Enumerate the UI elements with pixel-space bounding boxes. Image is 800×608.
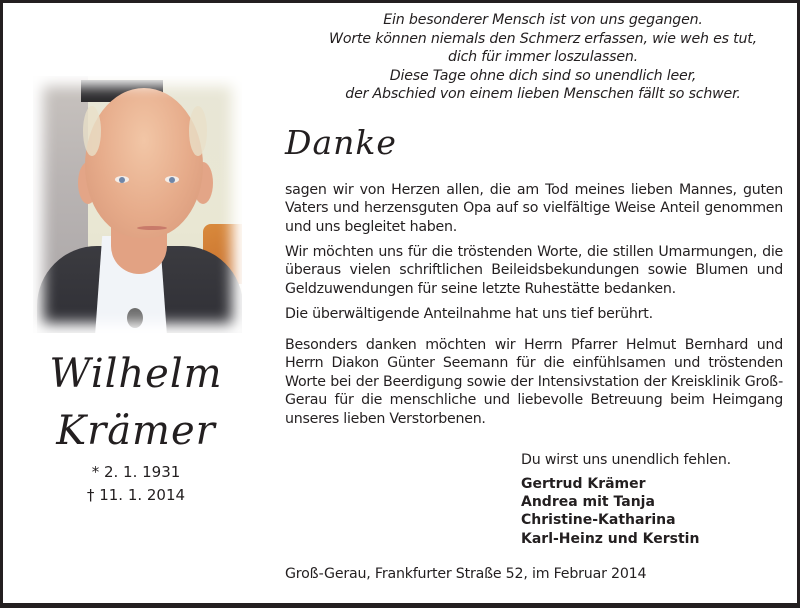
family-member: Andrea mit Tanja — [521, 494, 655, 511]
poem-line: der Abschied von einem lieben Menschen fällt so schwer. — [345, 86, 741, 103]
family-member: Christine-Katharina — [521, 512, 676, 529]
family-member: Gertrud Krämer — [521, 476, 646, 492]
obituary-card — [3, 3, 797, 603]
thanks-heading: Danke — [285, 123, 397, 162]
poem-line: dich für immer loszulassen. — [448, 49, 638, 66]
photo-vignette — [33, 76, 242, 333]
place-and-date: Groß-Gerau, Frankfurter Straße 52, im Februar 2014 — [285, 566, 647, 582]
poem-line: Worte können niemals den Schmerz erfassen, wie weh es tut, — [329, 30, 757, 47]
birth-date: * 2. 1. 1931 — [91, 463, 181, 481]
death-date: † 11. 1. 2014 — [86, 486, 186, 504]
deceased-last-name: Krämer — [56, 408, 216, 454]
family-signatures — [521, 475, 699, 548]
thanks-paragraph: Die überwältigende Anteilnahme hat uns tief berührt. — [285, 306, 653, 322]
thanks-paragraph: sagen wir von Herzen allen, die am Tod meines lieben Mannes, guten Vaters und herzensguten Opa auf so vielfältige Weise Anteil genommen und uns begleitet haben. — [285, 182, 783, 235]
thanks-paragraph: Wir möchten uns für die tröstenden Worte, die stillen Umarmungen, die überaus vielen schriftlichen Beileidsbekundungen sowie Blumen und Geldzuwendungen für seine letzte Ruhestätte bedanken. — [285, 244, 783, 297]
family-member: Karl-Heinz und Kerstin — [521, 530, 700, 547]
memorial-poem — [283, 11, 800, 104]
poem-line: Ein besonderer Mensch ist von uns gegangen. — [383, 12, 703, 28]
poem-line: Diese Tage ohne dich sind so unendlich leer, — [389, 67, 697, 84]
thanks-paragraph: Besonders danken möchten wir Herrn Pfarrer Helmut Bernhard und Herrn Diakon Günter Seemann für die einfühlsamen und tröstenden Worte bei der Beerdigung sowie der Intensivstation der Kreisklinik Groß-Gerau für die menschliche und liebevolle Betreuung beim Heimgang unseres lieben Verstorbenen. — [285, 337, 783, 427]
deceased-first-name: Wilhelm — [49, 351, 223, 397]
closing-line: Du wirst uns unendlich fehlen. — [521, 452, 731, 468]
portrait-photo — [33, 76, 242, 333]
